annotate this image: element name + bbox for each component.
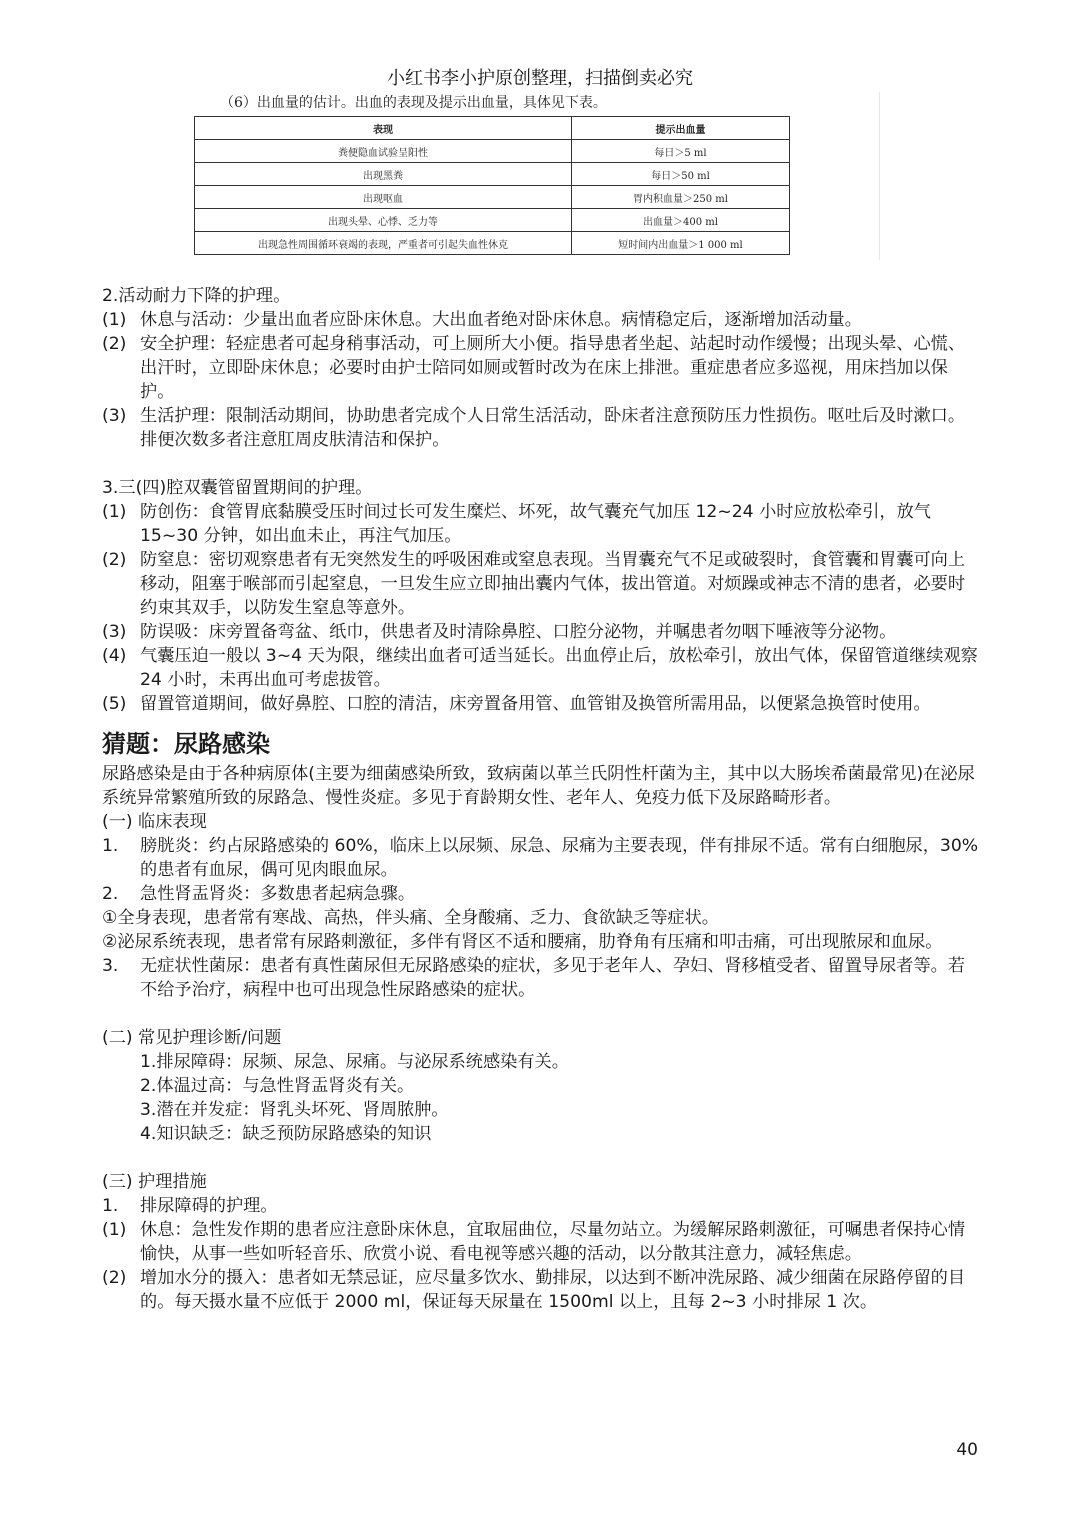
subsection-title: (三) 护理措施 [102, 1172, 207, 1192]
item-text: 留置管道期间，做好鼻腔、口腔的清洁，床旁置备用管、血管钳及换管所需用品，以便紧急换管时使用。 [140, 694, 931, 714]
watermark-header: 小红书李小护原创整理，扫描倒卖必究 [387, 68, 693, 89]
item-text: 排尿障碍的护理。 [140, 1196, 278, 1216]
item-number: (2) [102, 1268, 127, 1288]
table-cell: 胃内积血量＞250 ml [572, 186, 790, 209]
table-cell: 出现急性周围循环衰竭的表现，严重者可引起失血性休克 [195, 232, 572, 255]
table-row [195, 140, 790, 163]
diagnosis-item: 2.体温过高：与急性肾盂肾炎有关。 [140, 1076, 415, 1096]
item-number: (1) [102, 310, 127, 330]
item-number: 3. [102, 956, 119, 976]
diagnosis-item: 4.知识缺乏：缺乏预防尿路感染的知识 [140, 1124, 432, 1144]
item-text: 增加水分的摄入：患者如无禁忌证，应尽量多饮水、勤排尿，以达到不断冲洗尿路、减少细菌在尿路停留的目的。每天摄水量不应低于 2000 ml，保证每天尿量在 1500ml 以上，且每 2~3 小时排尿 1 次。 [140, 1268, 966, 1312]
item-number: 1. [102, 836, 119, 856]
bleeding-estimate-table [194, 116, 790, 255]
page-number: 40 [956, 1440, 978, 1460]
list-item [102, 1194, 982, 1218]
table-cell: 出现黑粪 [195, 163, 572, 186]
table-cell: 短时间内出血量＞1 000 ml [572, 232, 790, 255]
intro-paragraph: 尿路感染是由于各种病原体(主要为细菌感染所致，致病菌以革兰氏阴性杆菌为主，其中以大肠埃希菌最常见)在泌尿系统异常繁殖所致的尿路急、慢性炎症。多见于育龄期女性、老年人、免疫力低下及尿路畸形者。 [102, 764, 975, 808]
item-number: (1) [102, 1220, 127, 1240]
item-text: 气囊压迫一般以 3~4 天为限，继续出血者可适当延长。出血停止后，放松牵引，放出气体，保留管道继续观察 24 小时，未再出血可考虑拔管。 [140, 646, 978, 690]
item-text: 生活护理：限制活动期间，协助患者完成个人日常生活活动，卧床者注意预防压力性损伤。呕吐后及时漱口。排便次数多者注意肛周皮肤清洁和保护。 [140, 406, 966, 450]
item-number: 1. [102, 1196, 119, 1216]
item-number: 2. [102, 884, 119, 904]
item-text: 休息与活动：少量出血者应卧床休息。大出血者绝对卧床休息。病情稳定后，逐渐增加活动量。 [140, 310, 862, 330]
item-text: 休息：急性发作期的患者应注意卧床休息，宜取屈曲位，尽量勿站立。为缓解尿路刺激征，可嘱患者保持心情愉快，从事一些如听轻音乐、欣赏小说、看电视等感兴趣的活动，以分散其注意力，减轻焦虑。 [140, 1220, 966, 1264]
item-number: (2) [102, 550, 127, 570]
table-cell: 粪便隐血试验呈阳性 [195, 140, 572, 163]
section-title: 3.三(四)腔双囊管留置期间的护理。 [102, 478, 373, 498]
item-text: 防创伤：食管胃底黏膜受压时间过长可发生糜烂、坏死，故气囊充气加压 12~24 小时应放松牵引，放气 15~30 分钟，如出血未止，再注气加压。 [140, 502, 931, 546]
item-text: 急性肾盂肾炎：多数患者起病急骤。 [140, 884, 416, 904]
header-cell: 提示出血量 [572, 117, 790, 140]
table-caption: （6）出血量的估计。出血的表现及提示出血量，具体见下表。 [220, 95, 607, 111]
list-item [102, 332, 982, 404]
list-item [102, 404, 982, 452]
item-number: (5) [102, 694, 127, 714]
item-text: 防窒息：密切观察患者有无突然发生的呼吸困难或窒息表现。当胃囊充气不足或破裂时，食管囊和胃囊可向上移动，阻塞于喉部而引起窒息，一旦发生应立即抽出囊内气体，拔出管道。对烦躁或神志不清的患者，必要时约束其双手，以防发生窒息等意外。 [140, 550, 966, 618]
subsection-title: (一) 临床表现 [102, 812, 207, 832]
list-item [102, 882, 982, 906]
table-cell: 出血量＞400 ml [572, 209, 790, 232]
table-row [195, 232, 790, 255]
table-cell: 出现呕血 [195, 186, 572, 209]
list-item [102, 500, 982, 548]
header-cell: 表现 [195, 117, 572, 140]
item-text: 安全护理：轻症患者可起身稍事活动，可上厕所大小便。指导患者坐起、站起时动作缓慢；出现头晕、心慌、出汗时，立即卧床休息；必要时由护士陪同如厕或暂时改为在床上排泄。重症患者应多巡视，用床挡加以保护。 [140, 334, 966, 402]
diagnosis-item: 1.排尿障碍：尿频、尿急、尿痛。与泌尿系统感染有关。 [140, 1052, 569, 1072]
list-item [102, 644, 982, 692]
list-item [102, 548, 982, 620]
table-cell: 每日＞5 ml [572, 140, 790, 163]
item-text: 膀胱炎：约占尿路感染的 60%，临床上以尿频、尿急、尿痛为主要表现，伴有排尿不适。常有白细胞尿，30%的患者有血尿，偶可见肉眼血尿。 [140, 836, 979, 880]
sub-point: ①全身表现，患者常有寒战、高热，伴头痛、全身酸痛、乏力、食欲缺乏等症状。 [102, 908, 719, 928]
list-item [102, 1266, 982, 1314]
table-row [195, 186, 790, 209]
list-item [102, 308, 982, 332]
item-number: (1) [102, 502, 127, 522]
item-text: 防误吸：床旁置备弯盆、纸巾，供患者及时清除鼻腔、口腔分泌物，并嘱患者勿咽下唾液等分泌物。 [140, 622, 897, 642]
list-item [102, 620, 982, 644]
item-number: (4) [102, 646, 127, 666]
document-body [102, 284, 982, 1314]
item-number: (3) [102, 406, 127, 426]
table-cell: 每日＞50 ml [572, 163, 790, 186]
list-item [102, 1218, 982, 1266]
item-text: 无症状性菌尿：患者有真性菌尿但无尿路感染的症状，多见于老年人、孕妇、肾移植受者、留置导尿者等。若不给予治疗，病程中也可出现急性尿路感染的症状。 [140, 956, 966, 1000]
scan-edge [879, 92, 880, 260]
item-number: (2) [102, 334, 127, 354]
table-header-row [195, 117, 790, 140]
item-number: (3) [102, 622, 127, 642]
section-title: 2.活动耐力下降的护理。 [102, 286, 291, 306]
topic-heading: 猜题：尿路感染 [102, 730, 270, 758]
list-item [102, 834, 982, 882]
table-row [195, 209, 790, 232]
table-cell: 出现头晕、心悸、乏力等 [195, 209, 572, 232]
list-item [102, 692, 982, 716]
subsection-title: (二) 常见护理诊断/问题 [102, 1028, 282, 1048]
table-row [195, 163, 790, 186]
scanned-table-image [190, 92, 880, 262]
list-item [102, 954, 982, 1002]
sub-point: ②泌尿系统表现，患者常有尿路刺激征，多伴有肾区不适和腰痛，肋脊角有压痛和叩击痛，可出现脓尿和血尿。 [102, 932, 943, 952]
diagnosis-item: 3.潜在并发症：肾乳头坏死、肾周脓肿。 [140, 1100, 449, 1120]
